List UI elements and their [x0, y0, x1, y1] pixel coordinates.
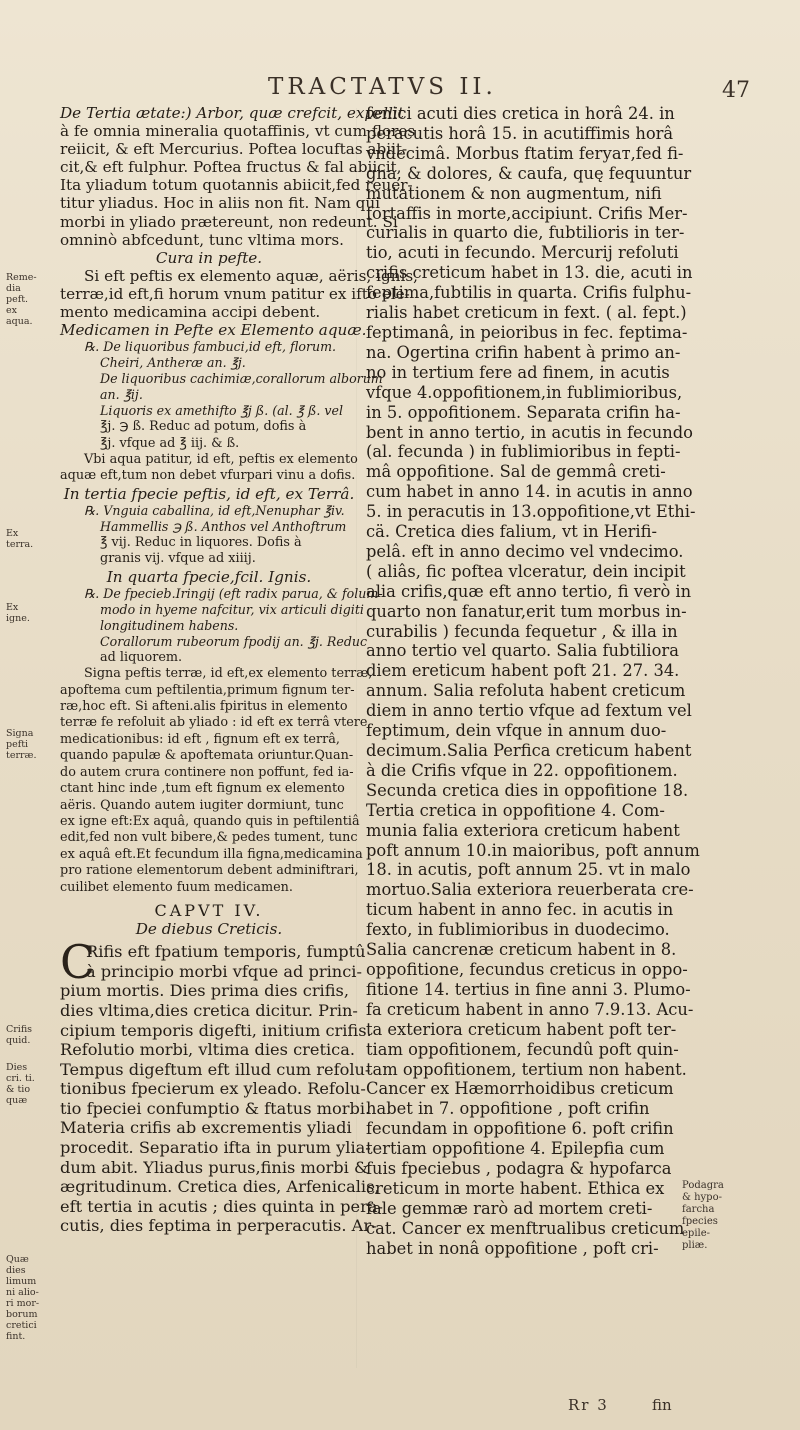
running-title: TRACTATVS II.: [268, 74, 497, 100]
text-line: mutationem & non augmentum, nifi: [366, 183, 662, 203]
drop-cap: C: [60, 935, 96, 990]
signature-mark: Rr 3: [568, 1396, 609, 1414]
text-line: tam oppofitionem, tertium non habent.: [366, 1059, 687, 1079]
recipe-line: ℥j. vfque ad ℥ iij. & ß.: [100, 435, 240, 451]
text-line: fecundam in oppofitione 6. poft crifin: [366, 1119, 674, 1139]
text-line: ticum habent in anno fec. in acutis in: [366, 900, 674, 920]
text-line: omninò abfcedunt, tunc vltima mors.: [60, 230, 344, 249]
text-line: fitione 14. tertius in fine anni 3. Plumo-: [366, 979, 691, 999]
recipe-line: ℥j. ℈ ß. Reduc ad potum, dofis à: [100, 419, 307, 435]
text-line: à die Crifis vfque in 22. oppofitionem.: [366, 760, 678, 780]
text-line: cipium temporis digefti, initium crifis.: [60, 1020, 372, 1040]
text-line: diem in anno tertio vfque ad fextum vel: [366, 701, 692, 721]
text-line: munia falia exteriora creticum habent: [366, 820, 680, 840]
text-line: aquæ eft,tum non debet vfurpari vinu a dofis.: [60, 468, 356, 484]
text-line: tio, acuti in fecundo. Mercurij refoluti: [366, 243, 679, 263]
text-line: feptimanâ, in peioribus in fec. feptima-: [366, 322, 688, 342]
text-line: ægritudinum. Cretica dies, Arfenicalis,: [60, 1177, 380, 1197]
text-line: Tertia cretica in oppofitione 4. Com-: [366, 800, 665, 820]
text-line: pro ratione elementorum debent adminiftrari,: [60, 863, 359, 879]
text-line: mento medicamina accipi debent.: [60, 303, 321, 322]
text-line: mâ oppofitione. Sal de gemmâ creti-: [366, 462, 666, 482]
text-line: vndecimâ. Morbus ftatim ferуат,fed fi-: [366, 143, 684, 163]
text-line: quarto non fanatur,erit tum morbus in-: [366, 601, 687, 621]
text-line: feptima,fubtilis in quarta. Crifis fulphu-: [366, 283, 692, 303]
text-line: gna, & dolores, & caufa, quę fequuntur: [366, 163, 692, 183]
recipe-line: Corallorum rubeorum fpodij an. ℥j. Reduc: [100, 633, 368, 649]
text-line: procedit. Separatio ifta in purum ylia-: [60, 1138, 371, 1158]
text-line: Refolutio morbi, vltima dies cretica.: [60, 1040, 355, 1060]
text-line: eft tertia in acutis ; dies quinta in pera-: [60, 1196, 383, 1216]
text-line: cuilibet elemento fuum medicamen.: [60, 879, 293, 895]
recipe-line: De liquoribus cachimiæ,corallorum alborum: [100, 371, 383, 387]
text-line: poft annum 10.in maioribus, poft annum: [366, 840, 700, 860]
text-line: Tempus digeftum eft illud cum refolu-: [60, 1059, 371, 1079]
chapter-subtitle: De diebus Creticis.: [135, 920, 283, 939]
text-line: cit,& eft fulphur. Poftea fructus & fal abiicit,: [60, 158, 402, 177]
chapter-heading: CAPVT IV.: [154, 900, 264, 920]
text-line: do autem crura continere non poffunt, fed ia-: [60, 764, 354, 780]
text-line: reiicit, & eft Mercurius. Poftea locuftas abiit-: [60, 140, 408, 159]
margin-note: Dies cri. ti. & tio quæ: [6, 1062, 35, 1106]
text-line: ræ,hoc eft. Si afteni.alis fpiritus in elemento: [60, 699, 348, 715]
recipe-line: Liquoris ex amethifto ℥j ß. (al. ℥ ß. vel: [100, 403, 343, 419]
recipe-line: longitudinem habens.: [100, 617, 239, 633]
text-line: terræ,id eft,fi horum vnum patitur ex ifto ele-: [60, 284, 410, 303]
text-line: tio fpeciei confumptio & ftatus morbi.: [60, 1098, 371, 1118]
recipe-line: Cheiri, Antheræ an. ℥j.: [100, 355, 246, 371]
text-line: curabilis ) fecunda fequetur , & illa in: [366, 621, 678, 641]
text-line: Ita yliadum totum quotannis abiicit,fed reuer-: [60, 176, 413, 195]
text-line: aëris. Quando autem iugiter dormiunt, tunc: [60, 797, 344, 813]
text-line: fale gemmæ rarò ad mortem creti-: [366, 1198, 653, 1218]
text-line: Signa peftis terræ, id eft,ex elemento terræ,: [84, 666, 373, 682]
text-line: anno tertio vel quarto. Salia fubtiliora: [366, 641, 679, 661]
text-line: decimum.Salia Perfica creticum habent: [366, 741, 692, 760]
text-line: Si eft peftis ex elemento aquæ, aëris, ignis,: [84, 266, 418, 285]
text-line: rialis habet creticum in fext. ( al. fept.): [366, 303, 687, 323]
text-line: dies vltima,dies cretica dicitur. Prin-: [60, 1000, 358, 1020]
text-line: cat. Cancer ex menftrualibus creticum: [366, 1218, 685, 1238]
text-line: à principio morbi vfque ad princi-: [86, 961, 362, 981]
right-column: [366, 104, 700, 1259]
text-line: ta exteriora creticum habent poft ter-: [366, 1019, 677, 1039]
margin-note: Podagra & hypo- farcha fpecies epile- pliæ.: [682, 1180, 724, 1251]
page-number: 47: [722, 78, 750, 103]
margin-note: Ex terra.: [6, 528, 34, 550]
text-line: oppofitione, fecundus creticus in oppo-: [366, 959, 688, 979]
text-line: tionibus fpecierum ex yleado. Refolu-: [60, 1079, 366, 1099]
text-line: diem ereticum habent poft 21. 27. 34.: [366, 661, 680, 681]
text-line: fuis fpeciebus , podagra & hypofarca: [366, 1159, 672, 1179]
recipe-line: an. ℥ij.: [100, 387, 143, 403]
text-line: Vbi aqua patitur, id eft, peftis ex elemento: [84, 452, 358, 468]
text-line: na. Ogertina crifin habent à primo an-: [366, 342, 681, 362]
text-line: cä. Cretica dies falium, vt in Herifi-: [366, 522, 657, 542]
recipe-line: ℞. De liquoribus fambuci,id eft, florum.: [84, 339, 337, 355]
section-heading: Medicamen in Pefte ex Elemento aquæ.: [60, 321, 367, 340]
margin-note: Reme- dia peft. ex aqua.: [6, 272, 37, 327]
left-column: [60, 104, 418, 1236]
recipe-line: modo in hyeme nafcitur, vix articuli digiti: [100, 601, 364, 617]
text-line: terræ fe refoluit ab yliado : id eft ex terrâ vtere: [60, 715, 368, 731]
text-line: fortaffis in morte,accipiunt. Crifis Mer-: [366, 203, 688, 223]
text-line: medicationibus: id eft , fignum eft ex terrâ,: [60, 731, 340, 747]
text-line: fenici acuti dies cretica in horâ 24. in: [366, 104, 675, 123]
text-line: 5. in peracutis in 13.oppofitione,vt Ethi-: [366, 502, 696, 522]
text-line: peracutis horâ 15. in acutiffimis horâ: [366, 123, 674, 143]
text-line: ex aquâ eft.Et fecundum illa figna,medicamina: [60, 846, 363, 862]
text-line: tiam oppofitionem, fecundû poft quin-: [366, 1039, 679, 1059]
text-line: cum habet in anno 14. in acutis in anno: [366, 482, 693, 502]
text-line: edit,fed non vult bibere,& pedes tument, tunc: [60, 830, 358, 846]
text-line: tertiam oppofitione 4. Epilepfia cum: [366, 1139, 665, 1159]
catchword: fin: [652, 1396, 672, 1414]
text-line: habet in 7. oppofitione , poft crifin: [366, 1099, 650, 1119]
text-line: alia crifis,quæ eft anno tertio, fi verò in: [366, 581, 692, 601]
text-line: ex igne eft:Ex aquâ, quando quis in peftilentiâ: [60, 813, 360, 829]
text-line: Cancer ex Hæmorrhoidibus creticum: [366, 1079, 674, 1099]
section-heading: In quarta fpecie,fcil. Ignis.: [106, 567, 312, 586]
text-line: in 5. oppofitionem. Separata crifin ha-: [366, 402, 681, 422]
recipe-line: Hammellis ℈ ß. Anthos vel Anthoftrum: [100, 518, 347, 534]
text-line: Salia cancrenæ creticum habent in 8.: [366, 940, 677, 960]
margin-note: Signa pefti terræ.: [6, 728, 37, 761]
text-line: ( aliâs, fic poftea vlceratur, dein incipit: [366, 561, 686, 581]
text-line: apoftema cum peftilentia,primum fignum ter-: [60, 682, 355, 698]
text-line: pelâ. eft in anno decimo vel vndecimo.: [366, 541, 684, 561]
text-line: fexto, in fublimioribus in duodecimo.: [366, 920, 670, 940]
text-line: vfque 4.oppofitionem,in fublimioribus,: [366, 382, 683, 402]
recipe-line: ℞. Vnguia caballina, id eft,Nenuphar ℥iv.: [84, 502, 345, 518]
recipe-line: ad liquorem.: [100, 649, 183, 665]
text-line: quando papulæ & apoftemata oriuntur.Quan-: [60, 748, 354, 764]
text-line: annum. Salia refoluta habent creticum: [366, 681, 686, 701]
text-line: titur yliadus. Hoc in aliis non fit. Nam qui: [60, 194, 381, 213]
margin-note: Crifis quid.: [6, 1024, 33, 1046]
text-line: Secunda cretica dies in oppofitione 18.: [366, 780, 689, 800]
text-line: habet in nonâ oppofitione , poft cri-: [366, 1238, 659, 1258]
text-line: Materia crifis ab excrementis yliadi: [60, 1118, 352, 1138]
section-heading: In tertia fpecie peftis, id eft, ex Terrâ.: [63, 484, 355, 503]
recipe-line: ℥ vij. Reduc in liquores. Dofis à: [100, 534, 302, 550]
section-heading: Cura in pefte.: [155, 248, 263, 267]
margin-note: Ex igne.: [6, 602, 30, 624]
text-line: creticum in morte habent. Ethica ex: [366, 1178, 665, 1198]
text-line: mortuo.Salia exteriora reuerberata cre-: [366, 880, 694, 900]
text-line: cutis, dies feptima in perperacutis. Ar-: [60, 1216, 377, 1236]
text-line: De Tertia ætate:) Arbor, quæ crefcit, expellit: [60, 104, 404, 122]
text-line: crifis creticum habet in 13. die, acuti in: [366, 263, 693, 283]
text-line: C Rifis eft fpatium temporis, fumptû: [60, 935, 366, 990]
text-line: fa creticum habent in anno 7.9.13. Acu-: [366, 999, 694, 1019]
text-line: feptimum, dein vfque in annum duo-: [366, 721, 667, 741]
text-line: à fe omnia mineralia quotaffinis, vt cum flores: [60, 122, 416, 141]
text-line: pium mortis. Dies prima dies crifis,: [60, 981, 349, 1001]
text-line: 18. in acutis, poft annum 25. vt in malo: [366, 860, 691, 880]
recipe-line: granis vij. vfque ad xiiij.: [100, 551, 256, 567]
text-line: (al. fecunda ) in fublimioribus in fepti-: [366, 442, 681, 462]
text-line: bent in anno tertio, in acutis in fecundo: [366, 422, 693, 442]
text-line: no in tertium fere ad finem, in acutis: [366, 362, 670, 382]
text-line: morbi in yliado prætereunt, non redeunt. Si: [60, 212, 398, 231]
running-head: [0, 74, 800, 108]
text-line: ctant hinc inde ,tum eft fignum ex elemento: [60, 781, 345, 797]
margin-note: Quæ dies limum ni alio- ri mor- borum cretici fint.: [6, 1254, 40, 1342]
recipe-line: ℞. De fpecieb.Iringij (eft radix parua, & folum-: [84, 585, 383, 601]
text-line: dum abit. Yliadus purus,finis morbi &: [60, 1157, 369, 1177]
text-line: curialis in quarto die, fubtilioris in ter-: [366, 223, 685, 243]
chapter-body: [60, 935, 383, 1236]
